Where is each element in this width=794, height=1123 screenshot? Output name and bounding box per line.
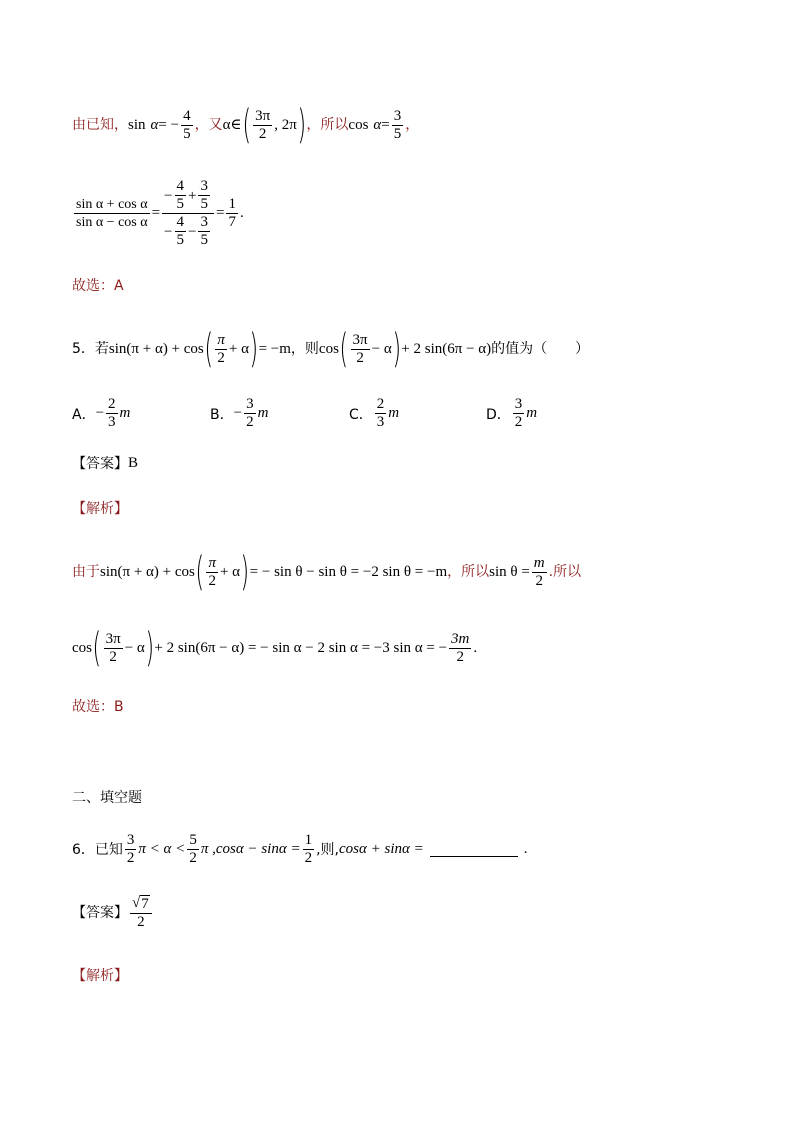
sol5-plus-alpha: + α xyxy=(219,563,241,580)
fraction-sin-cos: $\frac{\text{sin α + cos α}}{\text{sin α − cos α}}$ xyxy=(76,197,148,230)
math-eq: = xyxy=(381,116,390,133)
q6-pi-comma: π , xyxy=(200,841,216,857)
math-alpha-2: α xyxy=(373,116,382,133)
answer-blank[interactable] xyxy=(430,842,518,857)
text-prefix: 由已知， xyxy=(72,117,128,133)
q5-plus-alpha: + α xyxy=(228,340,249,357)
option-a[interactable]: A． − $\frac{2}{3}$ m xyxy=(72,396,131,430)
math-eq2: = xyxy=(215,205,225,221)
q6-end: . xyxy=(523,841,528,857)
answer-4: 故选：A xyxy=(72,278,124,294)
q5-tail: 的值为（ ） xyxy=(491,341,590,357)
solution5-line1: 由于 sin(π + α) + cos ( $\frac{\pi}{2}$ + α ) = − sin θ − sin θ = −2 sin θ = −m ，所以 sin θ = $\frac{m}{2}$ .所以 xyxy=(72,549,582,595)
question-6 xyxy=(72,832,527,867)
q5-part3: + 2 sin(6π − α) xyxy=(401,340,492,357)
solution5-line2: cos ( $\frac{3\pi}{2}$ − α ) + 2 sin(6π − α) = − sin α − 2 sin α = −3 sin α = − $\frac{3m}{2}$ . xyxy=(72,625,478,671)
math-in: α∈ xyxy=(222,116,242,133)
sol5-sin-theta: sin θ = xyxy=(489,563,530,580)
solution4-line1: 由已知， sin α = − $\frac{4}{5}$ ，又 α∈ ( $\frac{3\pi}{2}$ , 2π ) ，所以 cos α = $\frac{3}{5}$ ， xyxy=(72,102,420,148)
section-2-title: 二、填空题 xyxy=(72,790,142,806)
q5-part1: sin(π + α) + cos xyxy=(108,340,204,357)
text-so: ，所以 xyxy=(306,117,349,133)
math-cos: cos xyxy=(348,116,369,133)
option-b[interactable]: B． − $\frac{3}{2}$ m xyxy=(210,396,269,430)
math-alpha: α xyxy=(150,116,159,133)
fraction-3-2: $\frac{3}{2}$ xyxy=(126,832,135,866)
answer-5-value: B xyxy=(128,455,139,471)
answer-5-line xyxy=(72,456,138,471)
complex-fraction: − $\frac{4}{5}$ + $\frac{3}{5}$ − $\frac{4}{5}$ − $\frac{3}{5}$ xyxy=(162,178,214,249)
q6-expr2: cosα + sinα = xyxy=(338,841,424,857)
answer-5-text: 故选：B xyxy=(72,699,124,715)
fraction-3pi-2c: $\frac{3\pi}{2}$ xyxy=(105,630,121,665)
sol5-end: . xyxy=(473,639,478,656)
fraction-sqrt7-2: √ 7 2 xyxy=(130,895,152,931)
q5-cos: cos xyxy=(318,340,339,357)
math-sin: sin xyxy=(128,116,146,133)
math-eq1: = xyxy=(151,205,161,221)
fraction-3pi-2b: $\frac{3\pi}{2}$ xyxy=(352,331,368,366)
solution4-line2 xyxy=(72,178,244,249)
fraction-pi-2: $\frac{\pi}{2}$ xyxy=(217,331,225,366)
sol5-rhs2: + 2 sin(6π − α) = − sin α − 2 sin α = −3 sin α = − xyxy=(154,639,448,656)
q5-label: 5．若 xyxy=(72,341,109,357)
answer-tag: 【答案】 xyxy=(72,455,128,472)
fraction-pi-2c: $\frac{\pi}{2}$ xyxy=(208,554,216,589)
math-period: . xyxy=(239,205,244,221)
option-d[interactable]: D． $\frac{3}{2}$ m xyxy=(486,396,538,430)
option-c[interactable]: C． $\frac{2}{3}$ m xyxy=(349,396,400,430)
q5-minus-alpha: − α xyxy=(371,340,392,357)
sol5-part1: sin(π + α) + cos xyxy=(100,563,195,580)
sol5-prefix: 由于 xyxy=(72,564,100,580)
q6-expr: cosα − sinα = xyxy=(215,841,301,857)
text-you: ，又 xyxy=(194,117,223,133)
math-2pi: , 2π xyxy=(274,116,297,133)
sol5-rhs: = − sin θ − sin θ = −2 sin θ = −m xyxy=(249,563,448,580)
question-5: 5．若 sin(π + α) + cos ( $\frac{\pi}{2}$ + α ) = −m ，则 cos ( $\frac{3\pi}{2}$ − α ) + 2 sin(6π − α) 的值为（ ） xyxy=(72,326,590,372)
fraction-3m-2: $\frac{3m}{2}$ xyxy=(451,630,470,665)
text-end: ， xyxy=(405,117,420,133)
q5-eq-m: = −m xyxy=(258,340,291,357)
sol5-tail: .所以 xyxy=(548,564,582,580)
sol5-cos: cos xyxy=(72,639,92,656)
analysis-tag-5: 【解析】 xyxy=(72,501,128,517)
fraction-3pi-2: $\frac{3\pi}{2}$ xyxy=(255,107,271,142)
q5-then: ，则 xyxy=(290,341,319,357)
fraction-1-2: $\frac{1}{2}$ xyxy=(304,832,313,866)
answer-6-line xyxy=(72,895,154,931)
answer-tag-6: 【答案】 xyxy=(72,905,128,921)
analysis-tag-6: 【解析】 xyxy=(72,968,128,984)
q6-label: 6．已知 xyxy=(72,841,123,858)
fraction-m-2: $\frac{m}{2}$ xyxy=(533,554,545,589)
q6-pi-lt: π < α < xyxy=(138,841,186,857)
q6-then: ,则, xyxy=(316,841,339,858)
sol5-so: ，所以 xyxy=(447,564,490,580)
fraction-3-5: $\frac{3}{5}$ xyxy=(393,107,402,142)
fraction-4-5: $\frac{4}{5}$ xyxy=(183,107,191,142)
math-eq-neg: = − xyxy=(158,116,180,133)
fraction-5-2: $\frac{5}{2}$ xyxy=(189,832,197,866)
fraction-1-7: $\frac{1}{7}$ xyxy=(228,196,236,230)
sol5-minus-alpha: − α xyxy=(124,639,145,656)
